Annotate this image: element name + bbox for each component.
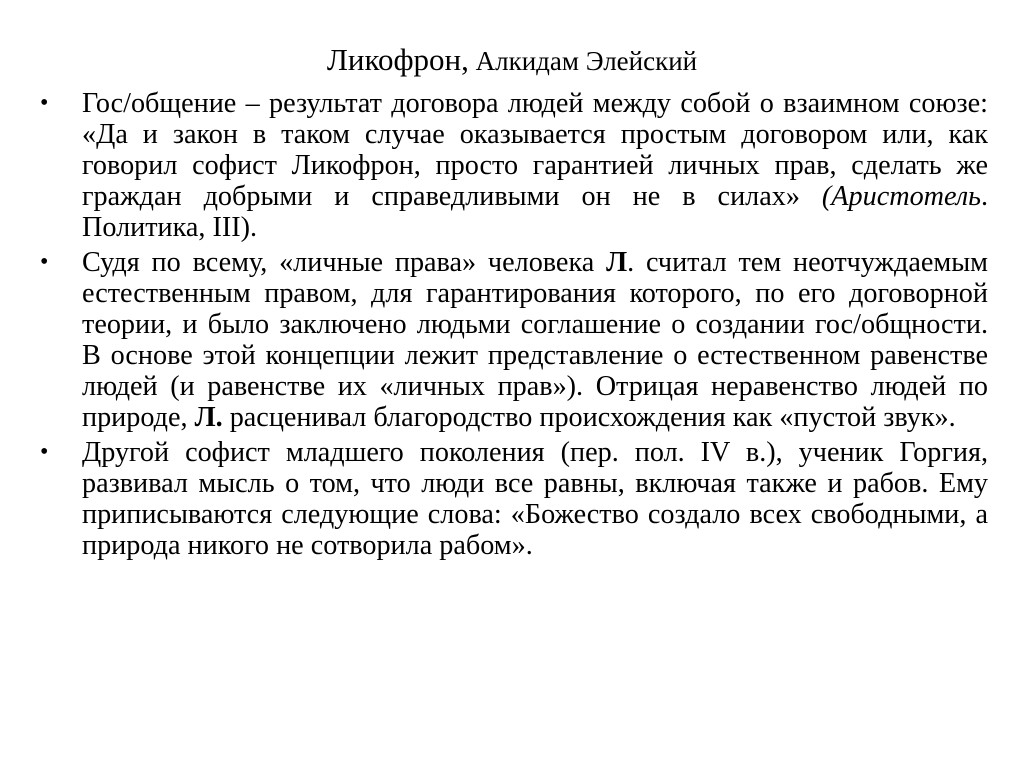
citation-source: . Политика, III).: [82, 181, 988, 243]
slide-title: [0, 40, 1024, 81]
bullet-list: [40, 88, 988, 565]
bullet-icon: •: [40, 90, 49, 116]
bullet-text: Судя по всему, «личные права» человека: [82, 247, 607, 278]
bullet-item-2: [40, 247, 988, 433]
bold-abbrev: Л.: [194, 402, 223, 433]
citation-author: (Аристотель: [821, 181, 981, 212]
bullet-item-1: [40, 88, 988, 243]
bullet-icon: •: [40, 439, 49, 465]
slide-title-secondary: Алкидам Элейский: [468, 46, 698, 76]
bullet-text: . считал тем неотчуждаемым естественным правом, для гарантирования которого, по его договорной теории, и было заключено людьми соглашение о создании гос/общности. В основе этой концепции лежит представление о естественном равенстве людей (и равенстве их «личных прав»). Отрицая неравенство людей по природе,: [82, 247, 988, 433]
bullet-item-3: [40, 437, 988, 561]
bold-abbrev: Л: [606, 247, 628, 278]
bullet-icon: •: [40, 249, 49, 275]
bullet-text: Другой софист младшего поколения (пер. пол. IV в.), ученик Горгия, развивал мысль о том, что люди все равны, включая также и рабов. Ему приписываются следующие слова: «Божество создало всех свободными, а природа никого не сотворила рабом».: [82, 437, 988, 561]
slide-title-main: Ликофрон,: [326, 42, 469, 77]
bullet-text: Гос/общение – результат договора людей между собой о взаимном союзе: «Да и закон в таком случае оказывается простым договором или, как говорил софист Ликофрон, просто гарантией личных прав, сделать же граждан добрыми и справедливыми он не в силах»: [82, 88, 988, 212]
bullet-text: расценивал благородство происхождения как «пустой звук».: [222, 402, 956, 433]
